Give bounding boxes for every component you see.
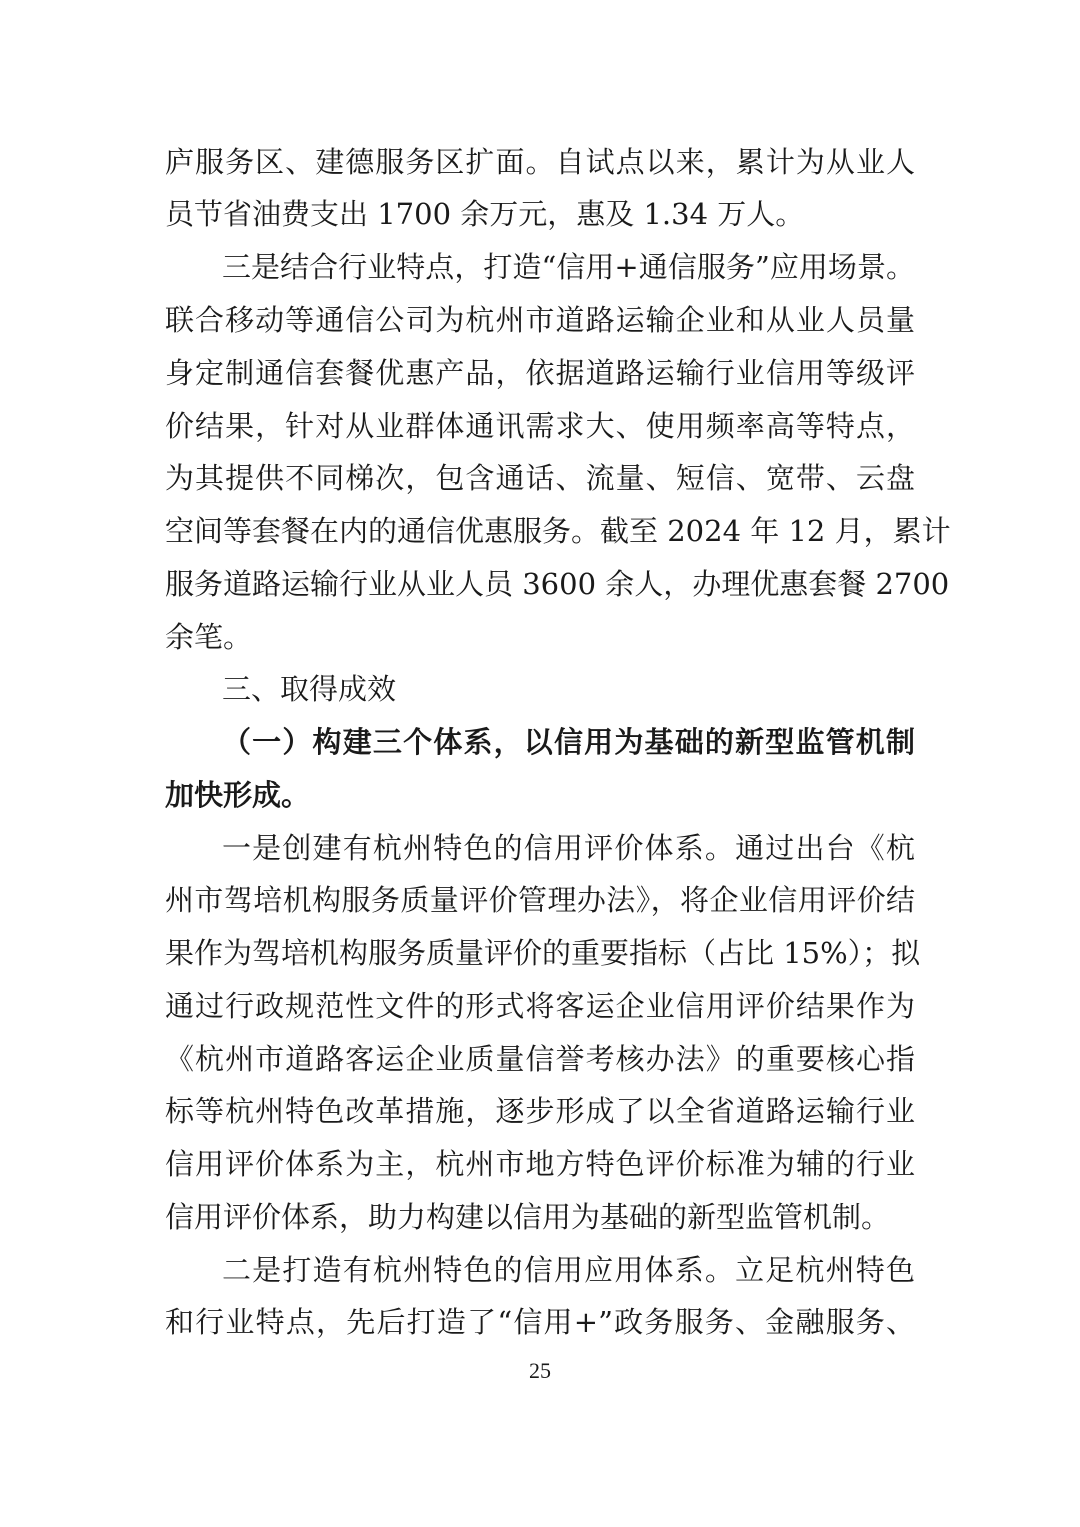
body-text-line: 州市驾培机构服务质量评价管理办法》，将企业信用评价结 [165,883,915,917]
body-text-line: 服务道路运输行业从业人员 3600 余人，办理优惠套餐 2700 [165,567,950,601]
body-text-line: 信用评价体系为主，杭州市地方特色评价标准为辅的行业 [165,1147,915,1181]
paragraph-first-line: 一是创建有杭州特色的信用评价体系。通过出台《杭 [222,831,915,865]
body-text-line: 标等杭州特色改革措施，逐步形成了以全省道路运输行业 [165,1094,915,1128]
paragraph-first-line: 二是打造有杭州特色的信用应用体系。立足杭州特色 [222,1253,915,1287]
body-text-line: 果作为驾培机构服务质量评价的重要指标（占比 15%）；拟 [165,936,921,970]
body-text-line: 员节省油费支出 1700 余万元，惠及 1.34 万人。 [165,197,805,231]
subsection-heading: （一）构建三个体系，以信用为基础的新型监管机制 [222,725,915,759]
body-text-line: 余笔。 [165,620,253,654]
body-text-line: 通过行政规范性文件的形式将客运企业信用评价结果作为 [165,989,915,1023]
section-heading: 三、取得成效 [222,672,397,706]
body-text-line: 空间等套餐在内的通信优惠服务。截至 2024 年 12 月，累计 [165,514,951,548]
body-text-line: 身定制通信套餐优惠产品，依据道路运输行业信用等级评 [165,356,915,390]
body-text-line: 庐服务区、建德服务区扩面。自试点以来，累计为从业人 [165,145,915,179]
body-text-line: 价结果，针对从业群体通讯需求大、使用频率高等特点， [165,409,915,443]
body-text-line: 联合移动等通信公司为杭州市道路运输企业和从业人员量 [165,303,915,337]
paragraph-first-line: 三是结合行业特点，打造“信用+通信服务”应用场景。 [222,250,915,284]
body-text-line: 信用评价体系，助力构建以信用为基础的新型监管机制。 [165,1200,891,1234]
subsection-heading-continued: 加快形成。 [165,778,311,812]
body-text-line: 和行业特点，先后打造了“信用+”政务服务、金融服务、 [165,1305,915,1339]
body-text-line: 为其提供不同梯次，包含通话、流量、短信、宽带、云盘 [165,461,915,495]
body-text-line: 《杭州市道路客运企业质量信誉考核办法》的重要核心指 [165,1042,915,1076]
page-number: 25 [529,1358,551,1383]
